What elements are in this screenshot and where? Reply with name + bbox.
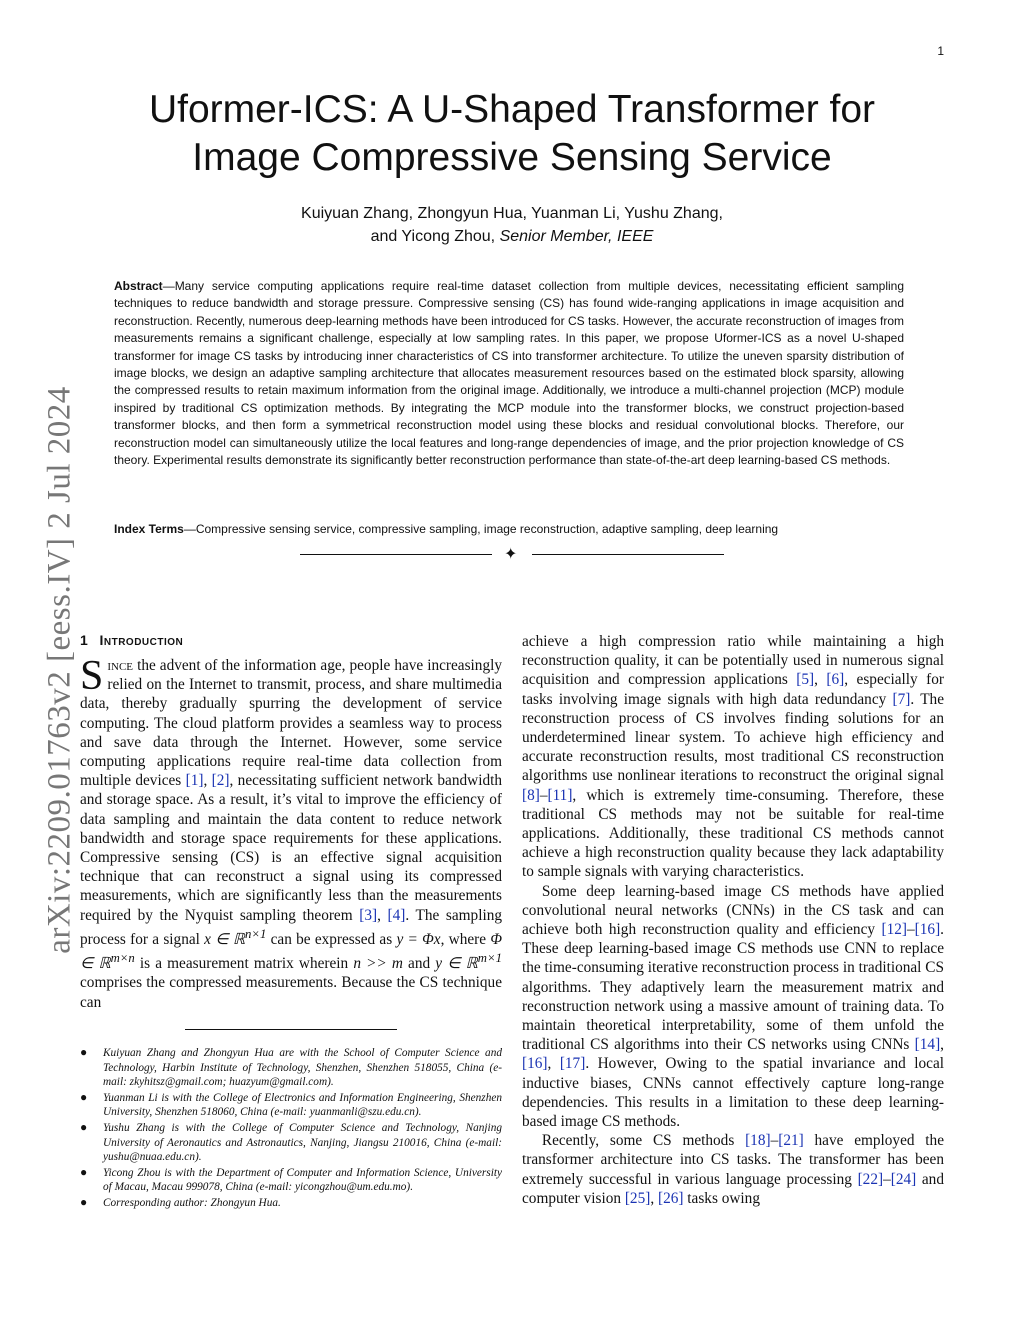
citation-link[interactable]: [1] [185,772,204,790]
text-run: tasks owing [683,1189,760,1207]
separator-line-right [532,554,724,555]
text-run: have employed the transformer architecture into CS tasks. The transformer has been extremely successful in various language processing [522,1132,944,1188]
bullet-icon: ● [80,1089,88,1104]
text-run: – [770,1132,779,1150]
text-run: , [940,1036,944,1054]
footnote-text: Yushu Zhang is with the College of Computer Science and Technology, Nanjing University of Aeronautics and Astronautics, Nanjing, Jiangsu 210016, China (e-mail: yushu@nuaa.edu.cn). [103,1121,502,1164]
citation-link[interactable]: [4] [387,906,406,924]
author-list [160,202,864,248]
text-run: – [883,1170,891,1188]
section-title: Introduction [99,632,184,648]
citation-link[interactable]: [12] [881,921,908,939]
text-run: , [650,1189,658,1207]
text-run: , especially for tasks involving image signals with high data redundancy [522,671,945,708]
text-run: , [377,906,388,924]
intro-paragraph-continued [522,632,944,882]
drop-cap: S [80,653,104,699]
text-run: – [539,786,548,804]
authors-line-2-names: and Yicong Zhou, [370,228,500,245]
citation-link[interactable]: [17] [559,1055,586,1073]
citation-link[interactable]: [3] [359,906,378,924]
title-line-2: Image Compressive Sensing Service [192,136,832,179]
math-expression: Φ ∈ ℝ [80,930,502,973]
citation-link[interactable]: [22] [857,1170,884,1188]
citation-link[interactable]: [16] [522,1055,548,1073]
drop-cap-smallcaps: ince [107,657,134,674]
footnote-text: Yicong Zhou is with the Department of Computer and Information Science, University of Macau, Macau 999078, China (e-mail: yicongzhou@um.edu.mo). [103,1166,502,1194]
text-run: , [814,671,827,689]
text-run: Recently, some CS methods [541,1132,746,1150]
math-expression: x ∈ ℝ [204,930,245,948]
math-expression: n >> m [353,955,403,973]
intro-paragraph-2 [522,882,944,1132]
citation-link[interactable]: [21] [778,1132,804,1150]
citation-link[interactable]: [6] [826,671,845,689]
footnote-rule [185,1029,397,1030]
text-run: , where [440,930,491,948]
section-number: 1 [80,632,88,648]
footnote-item [80,1091,502,1120]
text-run: the advent of the information age, people have increasingly relied on the Internet to transmit, process, and share multimedia data, thereby gradually spurring the development of service computing. The cloud platform provides a seamless way to process and save data through the Internet. However, some service computing applications require real-time data collection from multiple devices [80,657,502,790]
intro-paragraph-3 [522,1131,944,1208]
citation-link[interactable]: [11] [547,786,573,804]
diamond-icon: ✦ [504,544,518,563]
footnotes [80,1046,502,1212]
text-run: and computer vision [522,1170,944,1207]
bullet-icon: ● [80,1119,88,1134]
citation-link[interactable]: [14] [914,1036,941,1054]
abstract-label: Abstract [114,279,163,293]
text-run: , necessitating sufficient network bandwidth and storage space. As a result, it’s vital to improve the efficiency of data sampling and maintain the data content to reduce network bandwidth and storage space requirements for these applications. Compressive sensing (CS) is an effective signal acquisition technique that can reconstruct a signal using its compressed measurements, which are significantly less than the measurements required by the Nyquist sampling theorem [80,772,502,924]
footnote-item [80,1121,502,1165]
arxiv-identifier: arXiv:2209.01763v2 [eess.IV] 2 Jul 2024 [41,386,78,954]
citation-link[interactable]: [25] [624,1189,651,1207]
paper-title [110,86,914,182]
footnote-item [80,1166,502,1195]
citation-link[interactable]: [26] [657,1189,684,1207]
text-run: . The sampling process for a signal [80,906,502,948]
abstract-text: —Many service computing applications require real-time dataset collection from multiple devices, necessitating efficient sampling techniques to reduce bandwidth and storage pressure. Compressive sensing (CS) has found wide-ranging applications in image acquisition and reconstruction. Recently, numerous deep-learning methods have been introduced for CS tasks. However, the accurate reconstruction of images from measurements remains a significant challenge, especially at low sampling rates. In this paper, we propose Uformer-ICS as a novel U-shaped transformer for image CS tasks by introducing inner characteristics of CS into transformer architecture. To utilize the uneven sparsity distribution of image blocks, we design an adaptive sampling architecture that allocates measurement resources based on the estimated block sparsity, allowing the compressed results to retain maximum information from the original image. Additionally, we introduce a multi-channel projection (MCP) module inspired by traditional CS optimization methods. By integrating the MCP module into the transformer blocks, we construct projection-based transformer blocks, and then form a symmetrical reconstruction model using these blocks and residual convolutional blocks. Therefore, our reconstruction model can simultaneously utilize the local features and long-range dependencies of image, and the prior projection knowledge of CS theory. Experimental results demonstrate its significantly better reconstruction performance than state-of-the-art deep learning-based CS methods. [114,279,904,468]
section-heading [80,632,183,648]
bullet-icon: ● [80,1164,88,1179]
separator-line-left [300,554,492,555]
text-run: , [203,772,212,790]
text-run: achieve a high compression ratio while maintaining a high reconstruction quality, it can be potentially used in numerous signal acquisition and compression applications [522,633,944,689]
text-run: Some deep learning-based image CS methods have applied convolutional neural networks (CNNs) in the CS task and can achieve both high reconstruction quality and efficiency [522,882,944,939]
intro-paragraph-1 [80,653,502,1012]
authors-line-2 [160,225,864,248]
math-superscript: m×n [110,951,135,966]
title-line-1: Uformer-ICS: A U-Shaped Transformer for [148,88,876,131]
text-run: . The reconstruction process of CS involves finding solutions for an underdetermined linear system. To achieve high efficiency and accurate reconstruction results, most traditional CS reconstruction algorithms use nonlinear iterations to reconstruct the original signal [522,690,944,785]
abstract [114,278,904,469]
text-run: . However, Owing to the spatial invariance and local inductive biases, CNNs cannot effectively capture long-range dependencies. This results in a limitation to these deep learning-based image CS methods. [522,1055,944,1131]
footnote-item [80,1196,502,1211]
footnote-text: Corresponding author: Zhongyun Hua. [103,1196,281,1209]
text-run: comprises the compressed measurements. Because the CS technique can [80,974,502,1011]
authors-line-1: Kuiyuan Zhang, Zhongyun Hua, Yuanman Li, Yushu Zhang, [301,205,723,222]
text-run: and [402,955,436,973]
text-run: can be expressed as [266,930,397,948]
text-run: , which is extremely time-consuming. Therefore, these traditional CS methods may not be suitable for real-time applications. Additionally, these traditional CS methods cannot achieve a high reconstruction quality because they lack adaptability to sample signals with varying characteristics. [522,786,944,881]
citation-link[interactable]: [16] [914,921,941,939]
citation-link[interactable]: [24] [890,1170,917,1188]
footnote-item [80,1046,502,1090]
footnote-text: Yuanman Li is with the College of Electronics and Information Engineering, Shenzhen University, Shenzhen 518060, China (e-mail: yuanmanli@szu.edu.cn). [103,1091,502,1119]
text-run: – [907,921,915,939]
index-terms-text: —Compressive sensing service, compressive sampling, image reconstruction, adaptive sampling, deep learning [183,522,779,536]
math-superscript: n×1 [244,926,267,941]
text-run: . These deep learning-based image CS methods use CNN to replace the time-consuming iterative reconstruction process in traditional CS algorithms. They adaptively learn the measurement matrix and reconstruction network using a massive amount of training data. To maintain theoretical interpretability, some of them unfold the traditional CS algorithms into their CS networks using CNNs [522,921,944,1054]
citation-link[interactable]: [8] [522,786,540,804]
section-separator [300,544,724,566]
citation-link[interactable]: [7] [892,690,911,708]
math-expression: y = Φx [396,930,441,948]
bullet-icon: ● [80,1045,88,1059]
citation-link[interactable]: [5] [796,671,815,689]
bullet-icon: ● [80,1194,88,1209]
citation-link[interactable]: [18] [745,1132,771,1150]
author-affiliation: Senior Member, IEEE [499,228,654,245]
right-column [522,632,944,1208]
index-terms-label: Index Terms [114,522,184,536]
text-run: is a measurement matrix wherein [134,955,354,973]
text-run: , [547,1055,560,1073]
left-column [80,653,502,1012]
footnote-text: Kuiyuan Zhang and Zhongyun Hua are with the School of Computer Science and Technology, Harbin Institute of Technology, Shenzhen, Shenzhen 518055, China (e-mail: zkyhitsz@gmail.com; huazyum@gmail.com). [103,1047,502,1089]
citation-link[interactable]: [2] [211,772,230,790]
page-number: 1 [937,44,944,58]
index-terms [114,521,914,538]
math-superscript: m×1 [477,951,502,966]
math-expression: y ∈ ℝ [435,955,478,973]
